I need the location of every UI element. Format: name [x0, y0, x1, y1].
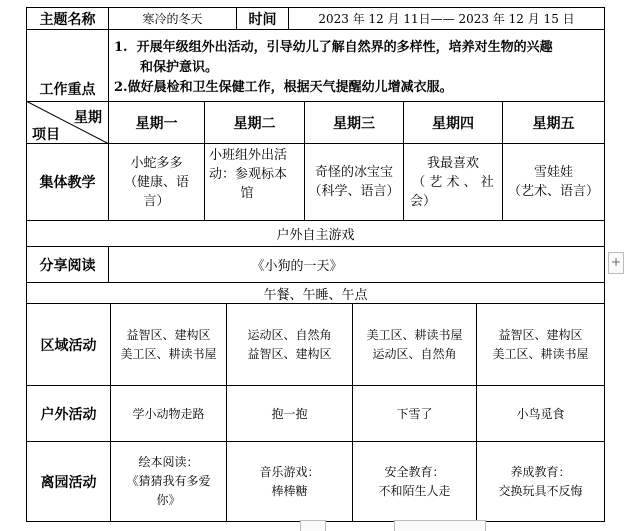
outdoor-cell-3: 下雪了	[396, 407, 433, 421]
text-line: 棒棒糖	[271, 483, 308, 498]
topic-value: 寒冷的冬天	[142, 12, 203, 26]
text-line: 美工区、耕读书屋	[366, 327, 463, 342]
text-line: 奇怪的冰宝宝	[314, 165, 393, 180]
reading-value: 《小狗的一天》	[251, 259, 343, 274]
text-line: 绘本阅读：	[138, 455, 199, 469]
focus-line-1: 1. 开展年级组外出活动，引导幼儿了解自然界的多样性，培养对生物的兴趣	[114, 40, 553, 55]
area-label: 区域活动	[40, 337, 97, 354]
text-line: 安全教育：	[384, 464, 445, 479]
leaving-cell-3	[353, 442, 476, 521]
text-line: （ 艺 术 、 社	[412, 174, 494, 190]
text-line: 运动区、自然角	[372, 346, 457, 361]
text-line: 音乐游戏：	[259, 464, 320, 479]
outdoor-cell-4: 小鸟觅食	[516, 407, 565, 421]
leaving-cell-2	[227, 442, 352, 521]
outdoor-label: 户外活动	[40, 406, 97, 423]
group-teaching-mon	[109, 144, 204, 220]
text-line: 美工区、耕读书屋	[120, 346, 217, 361]
area-cell-2	[227, 304, 352, 385]
reading-label: 分享阅读	[39, 257, 96, 274]
next-page-edge	[394, 520, 486, 531]
text-line: 你》	[156, 493, 181, 507]
text-line: 动：参观标本	[209, 167, 288, 182]
time-label: 时间	[248, 11, 277, 28]
text-line: （健康、语	[123, 174, 189, 190]
text-line: 馆	[240, 186, 254, 201]
text-line: 美工区、耕读书屋	[492, 346, 589, 361]
group-teaching-thu	[404, 144, 502, 220]
text-line: 言）	[143, 193, 170, 209]
outdoor-free-play: 户外自主游戏	[276, 228, 355, 243]
text-line: 养成教育：	[510, 464, 571, 479]
text-line: 益智区、建构区	[498, 327, 583, 342]
area-cell-4	[477, 304, 604, 385]
area-cell-3	[353, 304, 476, 385]
text-line: 益智区、建构区	[247, 346, 332, 361]
day-header-mon: 星期一	[135, 115, 178, 132]
text-line: 《猜猜我有多爱	[126, 474, 211, 488]
day-header-fri: 星期五	[532, 115, 575, 132]
corner-bottom-label: 项目	[32, 127, 60, 143]
day-header-tue: 星期二	[233, 115, 276, 132]
text-line: 益智区、建构区	[126, 327, 211, 342]
topic-label: 主题名称	[39, 11, 96, 28]
text-line: （科学、语言）	[308, 184, 400, 199]
outdoor-cell-2: 抱一抱	[271, 407, 308, 421]
text-line: 会）	[410, 193, 437, 209]
text-line: 小班组外出活	[209, 148, 288, 163]
focus-line-2: 和保护意识。	[140, 60, 219, 75]
outdoor-cell-1: 学小动物走路	[132, 407, 205, 421]
text-line: 雪娃娃	[533, 165, 573, 180]
add-row-handle[interactable]	[300, 520, 326, 531]
add-column-button[interactable]: +	[608, 252, 624, 274]
leaving-label: 离园活动	[40, 474, 97, 491]
group-teaching-wed	[305, 144, 403, 220]
text-line: 运动区、自然角	[247, 327, 332, 342]
area-cell-1	[111, 304, 226, 385]
text-line: 我最喜欢	[426, 155, 479, 171]
focus-label: 工作重点	[39, 82, 96, 98]
group-teaching-fri	[503, 144, 604, 220]
text-line: 不和陌生人走	[378, 483, 451, 498]
corner-top-label: 星期	[74, 110, 102, 126]
day-header-wed: 星期三	[333, 115, 375, 132]
leaving-cell-4	[477, 442, 604, 521]
text-line: 小蛇多多	[130, 155, 183, 171]
day-header-thu: 星期四	[432, 115, 474, 132]
time-value: 2023 年 12 月 11日—— 2023 年 12 月 15 日	[318, 12, 575, 26]
meals-nap: 午餐、午睡、午点	[263, 287, 368, 303]
focus-text	[114, 38, 604, 98]
leaving-cell-1	[111, 442, 226, 521]
group-teaching-tue	[209, 146, 303, 203]
group-teaching-label: 集体教学	[39, 175, 96, 191]
focus-line-3: 2.做好晨检和卫生保健工作，根据天气提醒幼儿增减衣服。	[114, 80, 453, 95]
text-line: 交换玩具不反悔	[498, 483, 583, 498]
text-line: （艺术、语言）	[507, 184, 599, 199]
